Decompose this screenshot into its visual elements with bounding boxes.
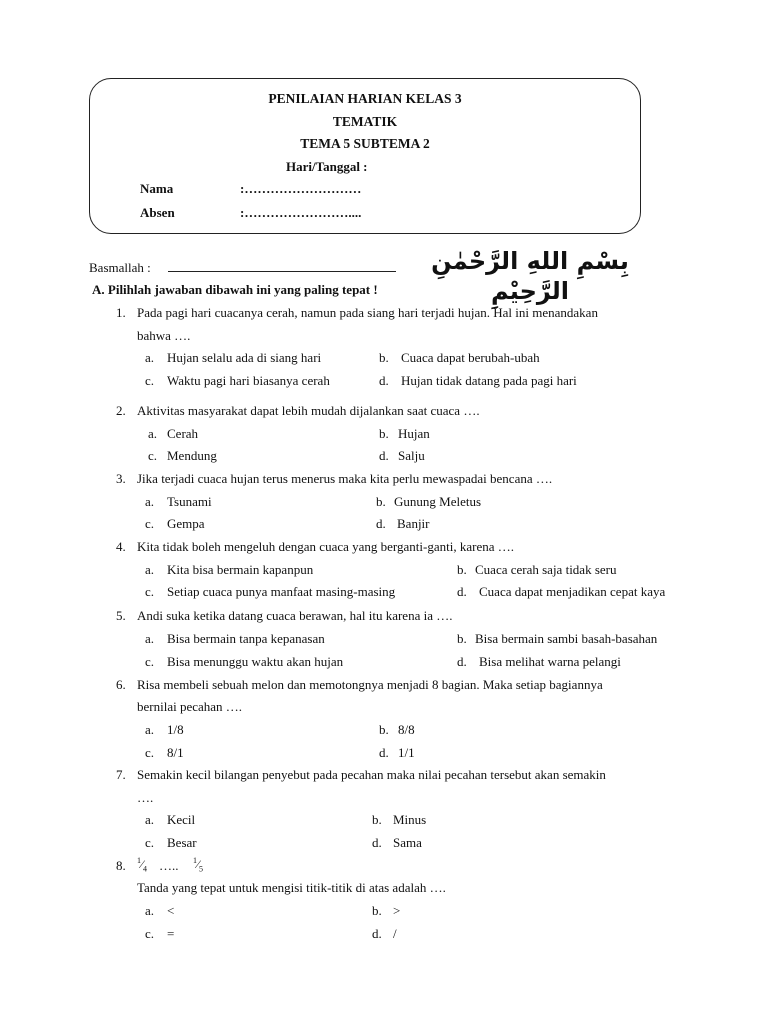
option-d-letter[interactable]: d. — [379, 373, 389, 388]
option-c-letter[interactable]: c. — [145, 373, 155, 388]
question-text: Tanda yang tepat untuk mengisi titik-titik di atas adalah …. — [137, 880, 446, 895]
option-c-letter[interactable]: c. — [145, 516, 155, 531]
option-a-text[interactable]: < — [167, 903, 175, 918]
question-text: Pada pagi hari cuacanya cerah, namun pada siang hari terjadi hujan. Hal ini menandakan — [137, 305, 598, 320]
option-a-text[interactable]: 1/8 — [167, 722, 184, 737]
option-b-text[interactable]: Hujan — [398, 426, 430, 441]
question-text: Aktivitas masyarakat dapat lebih mudah dijalankan saat cuaca …. — [137, 403, 480, 418]
question-number: 7. — [116, 767, 126, 782]
option-c-letter[interactable]: c. — [148, 448, 158, 463]
absen-field[interactable]: :…………………….... — [240, 205, 362, 220]
option-d-text[interactable]: / — [393, 926, 397, 941]
option-c-text[interactable]: Mendung — [167, 448, 217, 463]
question-text-cont: bahwa …. — [137, 328, 191, 343]
question-number: 5. — [116, 608, 126, 623]
option-d-letter[interactable]: d. — [457, 654, 467, 669]
section-a-title: A. Pilihlah jawaban dibawah ini yang paling tepat ! — [92, 282, 378, 297]
option-d-text[interactable]: Sama — [393, 835, 422, 850]
question-text: Andi suka ketika datang cuaca berawan, hal itu karena ia …. — [137, 608, 453, 623]
option-a-letter[interactable]: a. — [145, 350, 155, 365]
option-c-text[interactable]: Waktu pagi hari biasanya cerah — [167, 373, 330, 388]
option-a-letter[interactable]: a. — [145, 631, 155, 646]
comparison-dots: ….. — [159, 858, 179, 873]
option-d-letter[interactable]: d. — [457, 584, 467, 599]
question-text: Kita tidak boleh mengeluh dengan cuaca yang berganti-ganti, karena …. — [137, 539, 514, 554]
option-a-text[interactable]: Cerah — [167, 426, 199, 441]
option-d-text[interactable]: Salju — [398, 448, 425, 463]
date-label: Hari/Tanggal : — [286, 159, 368, 174]
option-b-text[interactable]: Cuaca dapat berubah-ubah — [401, 350, 540, 365]
header-title: PENILAIAN HARIAN KELAS 3 — [268, 91, 462, 106]
question-number: 1. — [116, 305, 126, 320]
option-a-letter[interactable]: a. — [145, 903, 155, 918]
option-a-letter[interactable]: a. — [145, 494, 155, 509]
name-field[interactable]: :……………………… — [240, 181, 362, 196]
option-a-text[interactable]: Hujan selalu ada di siang hari — [167, 350, 322, 365]
name-label: Nama — [140, 181, 174, 196]
option-b-letter[interactable]: b. — [372, 903, 382, 918]
option-b-letter[interactable]: b. — [379, 426, 389, 441]
option-d-letter[interactable]: d. — [379, 745, 389, 760]
option-a-text[interactable]: Tsunami — [167, 494, 212, 509]
fraction-one-fifth: $^1⁄_5$ — [193, 856, 204, 874]
question-text: Risa membeli sebuah melon dan memotongnya menjadi 8 bagian. Maka setiap bagiannya — [137, 677, 603, 692]
option-b-text[interactable]: 8/8 — [398, 722, 415, 737]
question-text-cont: …. — [137, 790, 154, 805]
option-c-text[interactable]: Setiap cuaca punya manfaat masing-masing — [167, 584, 396, 599]
option-d-text[interactable]: Banjir — [397, 516, 430, 531]
question-text: Jika terjadi cuaca hujan terus menerus maka kita perlu mewaspadai bencana …. — [137, 471, 553, 486]
option-d-letter[interactable]: d. — [372, 835, 382, 850]
option-a-text[interactable]: Bisa bermain tanpa kepanasan — [167, 631, 325, 646]
header-subject: TEMATIK — [332, 114, 398, 129]
option-a-letter[interactable]: a. — [145, 812, 155, 827]
option-a-text[interactable]: Kita bisa bermain kapanpun — [167, 562, 314, 577]
question-number: 2. — [116, 403, 126, 418]
option-c-text[interactable]: 8/1 — [167, 745, 184, 760]
option-a-letter[interactable]: a. — [148, 426, 158, 441]
option-c-text[interactable]: Besar — [167, 835, 197, 850]
option-c-text[interactable]: Gempa — [167, 516, 205, 531]
fraction-one-quarter: $^1⁄_4$ — [137, 856, 148, 874]
question-text: Semakin kecil bilangan penyebut pada pecahan maka nilai pecahan tersebut akan semakin — [137, 767, 606, 782]
option-c-letter[interactable]: c. — [145, 745, 155, 760]
option-d-text[interactable]: Hujan tidak datang pada pagi hari — [401, 373, 577, 388]
option-b-text[interactable]: Gunung Meletus — [394, 494, 482, 509]
basmallah-label: Basmallah : — [89, 260, 151, 275]
question-number: 4. — [116, 539, 126, 554]
basmallah-input-line[interactable] — [168, 271, 396, 272]
option-c-letter[interactable]: c. — [145, 835, 155, 850]
option-b-text[interactable]: Cuaca cerah saja tidak seru — [475, 562, 617, 577]
option-a-text[interactable]: Kecil — [167, 812, 196, 827]
header-theme: TEMA 5 SUBTEMA 2 — [300, 136, 430, 151]
header-box — [89, 78, 641, 234]
option-d-letter[interactable]: d. — [372, 926, 382, 941]
option-b-letter[interactable]: b. — [372, 812, 382, 827]
option-d-text[interactable]: 1/1 — [398, 745, 415, 760]
option-a-letter[interactable]: a. — [145, 722, 155, 737]
absen-label: Absen — [140, 205, 175, 220]
option-d-letter[interactable]: d. — [379, 448, 389, 463]
question-number: 6. — [116, 677, 126, 692]
option-c-letter[interactable]: c. — [145, 654, 155, 669]
option-b-letter[interactable]: b. — [457, 562, 467, 577]
option-b-text[interactable]: Minus — [393, 812, 427, 827]
question-text-cont: bernilai pecahan …. — [137, 699, 243, 714]
option-b-text[interactable]: > — [393, 903, 401, 918]
option-c-letter[interactable]: c. — [145, 584, 155, 599]
question-number: 8. — [116, 858, 126, 873]
option-a-letter[interactable]: a. — [145, 562, 155, 577]
option-c-letter[interactable]: c. — [145, 926, 155, 941]
option-c-text[interactable]: = — [167, 926, 175, 941]
basmallah-calligraphy: بِسْمِ اللهِ الرَّحْمٰنِ الرَّحِيْمِ — [431, 247, 629, 305]
option-d-letter[interactable]: d. — [376, 516, 386, 531]
option-b-letter[interactable]: b. — [379, 350, 389, 365]
option-b-text[interactable]: Bisa bermain sambi basah-basahan — [475, 631, 658, 646]
option-d-text[interactable]: Bisa melihat warna pelangi — [479, 654, 621, 669]
question-number: 3. — [116, 471, 126, 486]
option-d-text[interactable]: Cuaca dapat menjadikan cepat kaya — [479, 584, 666, 599]
option-b-letter[interactable]: b. — [379, 722, 389, 737]
option-b-letter[interactable]: b. — [457, 631, 467, 646]
option-b-letter[interactable]: b. — [376, 494, 386, 509]
option-c-text[interactable]: Bisa menunggu waktu akan hujan — [167, 654, 344, 669]
